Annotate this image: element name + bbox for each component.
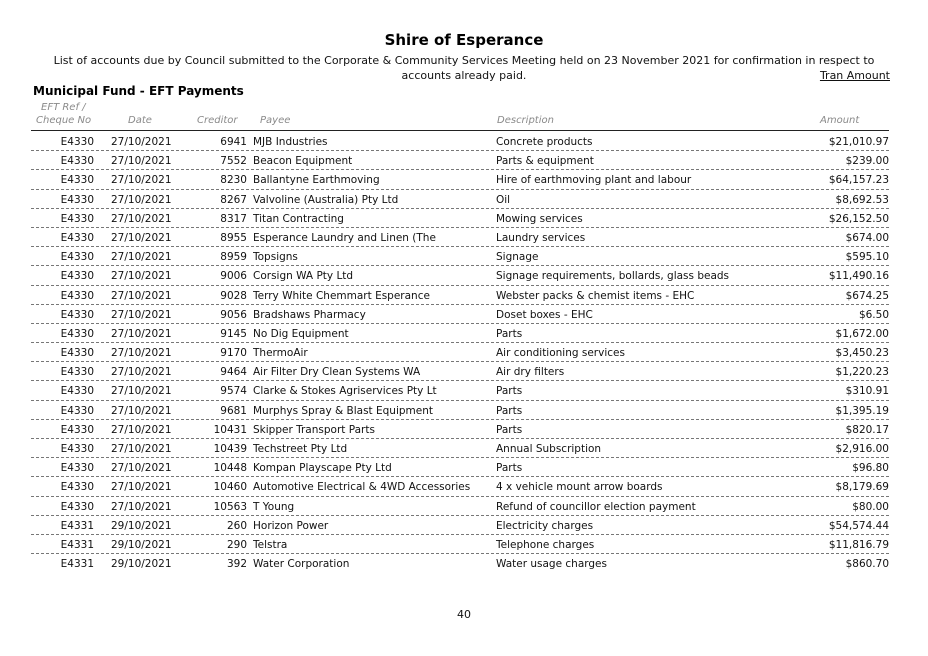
column-header-description: Description <box>497 115 554 126</box>
cell-creditor: 9464 <box>220 366 247 379</box>
cell-payee: No Dig Equipment <box>253 327 349 340</box>
table-row <box>31 554 889 573</box>
cell-creditor: 8959 <box>220 251 247 264</box>
table-row <box>31 247 889 266</box>
cell-description: 4 x vehicle mount arrow boards <box>496 481 663 494</box>
cell-description: Parts & equipment <box>496 155 594 168</box>
cell-payee: Bradshaws Pharmacy <box>253 308 366 321</box>
cell-amount: $26,152.50 <box>828 212 889 225</box>
cell-amount: $1,220.23 <box>835 366 889 379</box>
cell-amount: $6.50 <box>858 308 889 321</box>
cell-ref: E4330 <box>60 481 94 494</box>
cell-date: 27/10/2021 <box>111 308 172 321</box>
column-header-creditor: Creditor <box>197 115 238 126</box>
cell-ref: E4330 <box>60 327 94 340</box>
cell-creditor: 8267 <box>220 193 247 206</box>
cell-payee: Clarke & Stokes Agriservices Pty Lt <box>253 385 437 398</box>
column-header-ref <box>36 101 97 127</box>
cell-description: Concrete products <box>496 136 593 148</box>
cell-creditor: 10460 <box>213 481 247 494</box>
cell-amount: $3,450.23 <box>835 347 889 360</box>
cell-creditor: 9681 <box>220 404 247 417</box>
cell-ref: E4330 <box>60 231 94 244</box>
cell-amount: $54,574.44 <box>828 519 889 532</box>
cell-description: Electricity charges <box>496 519 594 532</box>
cell-amount: $674.25 <box>845 289 889 302</box>
cell-payee: Techstreet Pty Ltd <box>253 443 348 455</box>
cell-description: Parts <box>496 404 523 417</box>
cell-amount: $820.17 <box>845 423 889 436</box>
cell-date: 27/10/2021 <box>111 404 172 417</box>
cell-ref: E4330 <box>60 136 94 148</box>
cell-payee: Air Filter Dry Clean Systems WA <box>253 366 421 379</box>
cell-date: 27/10/2021 <box>111 289 172 302</box>
cell-creditor: 10563 <box>213 500 247 513</box>
cell-creditor: 10439 <box>213 443 247 455</box>
cell-creditor: 7552 <box>220 155 247 168</box>
cell-amount: $239.00 <box>845 155 889 168</box>
cell-ref: E4331 <box>60 519 94 532</box>
cell-ref: E4331 <box>60 538 94 551</box>
cell-creditor: 9145 <box>220 327 247 340</box>
table-row <box>31 420 889 439</box>
cell-date: 27/10/2021 <box>111 366 172 379</box>
cell-amount: $310.91 <box>845 385 889 398</box>
cell-ref: E4330 <box>60 308 94 321</box>
table-row <box>31 170 889 189</box>
table-row <box>31 132 889 151</box>
table-row <box>31 516 889 535</box>
page-title: Shire of Esperance <box>384 31 544 49</box>
cell-date: 27/10/2021 <box>111 155 172 168</box>
cell-payee: ThermoAir <box>253 347 308 360</box>
column-header-amount: Amount <box>820 115 860 126</box>
cell-payee: Kompan Playscape Pty Ltd <box>253 462 392 475</box>
cell-description: Annual Subscription <box>496 443 602 455</box>
cell-payee: Corsign WA Pty Ltd <box>253 270 354 283</box>
table-row <box>31 362 889 381</box>
table-row <box>31 286 889 305</box>
cell-ref: E4330 <box>60 366 94 379</box>
cell-creditor: 9006 <box>220 270 247 283</box>
cell-description: Doset boxes - EHC <box>496 308 593 321</box>
cell-creditor: 392 <box>226 558 247 571</box>
cell-date: 27/10/2021 <box>111 231 172 244</box>
cell-date: 27/10/2021 <box>111 500 172 513</box>
table-row <box>31 401 889 420</box>
table-row <box>31 266 889 285</box>
cell-ref: E4330 <box>60 212 94 225</box>
cell-payee: MJB Industries <box>253 136 328 148</box>
cell-description: Webster packs & chemist items - EHC <box>496 289 695 302</box>
cell-payee: T Young <box>253 500 295 513</box>
cell-creditor: 9028 <box>220 289 247 302</box>
cell-creditor: 6941 <box>220 136 247 148</box>
cell-amount: $1,395.19 <box>835 404 889 417</box>
cell-ref: E4331 <box>60 558 94 571</box>
cell-ref: E4330 <box>60 289 94 302</box>
cell-ref: E4330 <box>60 500 94 513</box>
cell-amount: $2,916.00 <box>835 443 889 455</box>
cell-ref: E4330 <box>60 462 94 475</box>
cell-date: 27/10/2021 <box>111 327 172 340</box>
table-row <box>31 439 889 458</box>
cell-creditor: 9056 <box>220 308 247 321</box>
table-row <box>31 305 889 324</box>
table-row <box>31 324 889 343</box>
cell-payee: Ballantyne Earthmoving <box>253 174 380 187</box>
cell-description: Mowing services <box>496 212 583 225</box>
cell-amount: $11,490.16 <box>828 270 889 283</box>
payments-table <box>31 132 889 573</box>
cell-creditor: 8230 <box>220 174 247 187</box>
cell-date: 27/10/2021 <box>111 174 172 187</box>
cell-payee: Titan Contracting <box>253 212 344 225</box>
cell-payee: Murphys Spray & Blast Equipment <box>253 404 434 417</box>
cell-ref: E4330 <box>60 155 94 168</box>
cell-amount: $1,672.00 <box>835 327 889 340</box>
table-row <box>31 497 889 516</box>
column-header-ref-line1: EFT Ref / <box>41 102 86 113</box>
cell-payee: Water Corporation <box>253 558 350 571</box>
cell-amount: $8,179.69 <box>835 481 889 494</box>
cell-creditor: 260 <box>226 519 247 532</box>
cell-amount: $595.10 <box>845 251 889 264</box>
cell-payee: Valvoline (Australia) Pty Ltd <box>253 193 399 206</box>
cell-date: 27/10/2021 <box>111 443 172 455</box>
table-row <box>31 535 889 554</box>
column-header-payee: Payee <box>260 115 291 126</box>
column-header-ref-line2: Cheque No <box>36 115 92 126</box>
table-row <box>31 190 889 209</box>
cell-payee: Horizon Power <box>253 519 329 532</box>
cell-description: Parts <box>496 423 523 436</box>
cell-creditor: 8317 <box>220 212 247 225</box>
cell-amount: $96.80 <box>852 462 889 475</box>
cell-creditor: 9170 <box>220 347 247 360</box>
table-row <box>31 209 889 228</box>
cell-date: 27/10/2021 <box>111 481 172 494</box>
cell-creditor: 8955 <box>220 231 247 244</box>
cell-creditor: 9574 <box>220 385 247 398</box>
cell-description: Signage requirements, bollards, glass beads <box>496 270 730 283</box>
cell-creditor: 10448 <box>213 462 247 475</box>
cell-payee: Terry White Chemmart Esperance <box>253 289 430 302</box>
cell-payee: Skipper Transport Parts <box>253 423 375 436</box>
cell-date: 27/10/2021 <box>111 385 172 398</box>
cell-description: Oil <box>496 193 511 206</box>
cell-ref: E4330 <box>60 404 94 417</box>
cell-payee: Topsigns <box>253 251 298 264</box>
cell-date: 27/10/2021 <box>111 423 172 436</box>
table-row <box>31 458 889 477</box>
cell-creditor: 10431 <box>213 423 247 436</box>
cell-payee: Beacon Equipment <box>253 155 353 168</box>
cell-ref: E4330 <box>60 385 94 398</box>
page-number: 40 <box>457 608 471 621</box>
cell-date: 27/10/2021 <box>111 193 172 206</box>
column-header-date: Date <box>128 115 152 126</box>
cell-date: 29/10/2021 <box>111 519 172 532</box>
cell-ref: E4330 <box>60 174 94 187</box>
cell-amount: $8,692.53 <box>835 193 889 206</box>
cell-date: 27/10/2021 <box>111 270 172 283</box>
page-subtitle: List of accounts due by Council submitted to the Corporate & Community Services Meeting held on 23 November 2021 for confirmation in respect to accounts already paid. <box>53 54 875 82</box>
cell-payee: Esperance Laundry and Linen (The <box>253 231 436 244</box>
cell-date: 29/10/2021 <box>111 558 172 571</box>
cell-date: 27/10/2021 <box>111 136 172 148</box>
cell-date: 27/10/2021 <box>111 212 172 225</box>
cell-amount: $11,816.79 <box>828 538 889 551</box>
table-row <box>31 381 889 400</box>
cell-amount: $64,157.23 <box>828 174 889 187</box>
cell-description: Hire of earthmoving plant and labour <box>496 174 692 187</box>
cell-ref: E4330 <box>60 347 94 360</box>
cell-description: Telephone charges <box>496 538 595 551</box>
cell-description: Laundry services <box>496 231 586 244</box>
section-title: Municipal Fund - EFT Payments <box>33 84 244 98</box>
cell-date: 27/10/2021 <box>111 251 172 264</box>
table-row <box>31 151 889 170</box>
table-row <box>31 477 889 496</box>
cell-amount: $21,010.97 <box>828 136 889 148</box>
cell-amount: $80.00 <box>852 500 889 513</box>
cell-date: 29/10/2021 <box>111 538 172 551</box>
cell-amount: $860.70 <box>845 558 889 571</box>
cell-date: 27/10/2021 <box>111 462 172 475</box>
header-rule <box>31 130 889 131</box>
cell-description: Air conditioning services <box>496 347 625 360</box>
cell-description: Signage <box>496 251 539 264</box>
cell-description: Water usage charges <box>496 558 607 571</box>
table-row <box>31 228 889 247</box>
cell-description: Air dry filters <box>496 366 565 379</box>
cell-amount: $674.00 <box>845 231 889 244</box>
cell-description: Parts <box>496 462 523 475</box>
cell-description: Parts <box>496 385 523 398</box>
cell-ref: E4330 <box>60 193 94 206</box>
cell-description: Parts <box>496 327 523 340</box>
cell-date: 27/10/2021 <box>111 347 172 360</box>
cell-payee: Telstra <box>253 538 288 551</box>
cell-ref: E4330 <box>60 423 94 436</box>
cell-ref: E4330 <box>60 251 94 264</box>
cell-payee: Automotive Electrical & 4WD Accessories <box>253 481 471 494</box>
cell-creditor: 290 <box>226 538 247 551</box>
tran-amount-label: Tran Amount <box>819 69 890 82</box>
cell-description: Refund of councillor election payment <box>496 500 696 513</box>
table-row <box>31 343 889 362</box>
cell-ref: E4330 <box>60 443 94 455</box>
cell-ref: E4330 <box>60 270 94 283</box>
